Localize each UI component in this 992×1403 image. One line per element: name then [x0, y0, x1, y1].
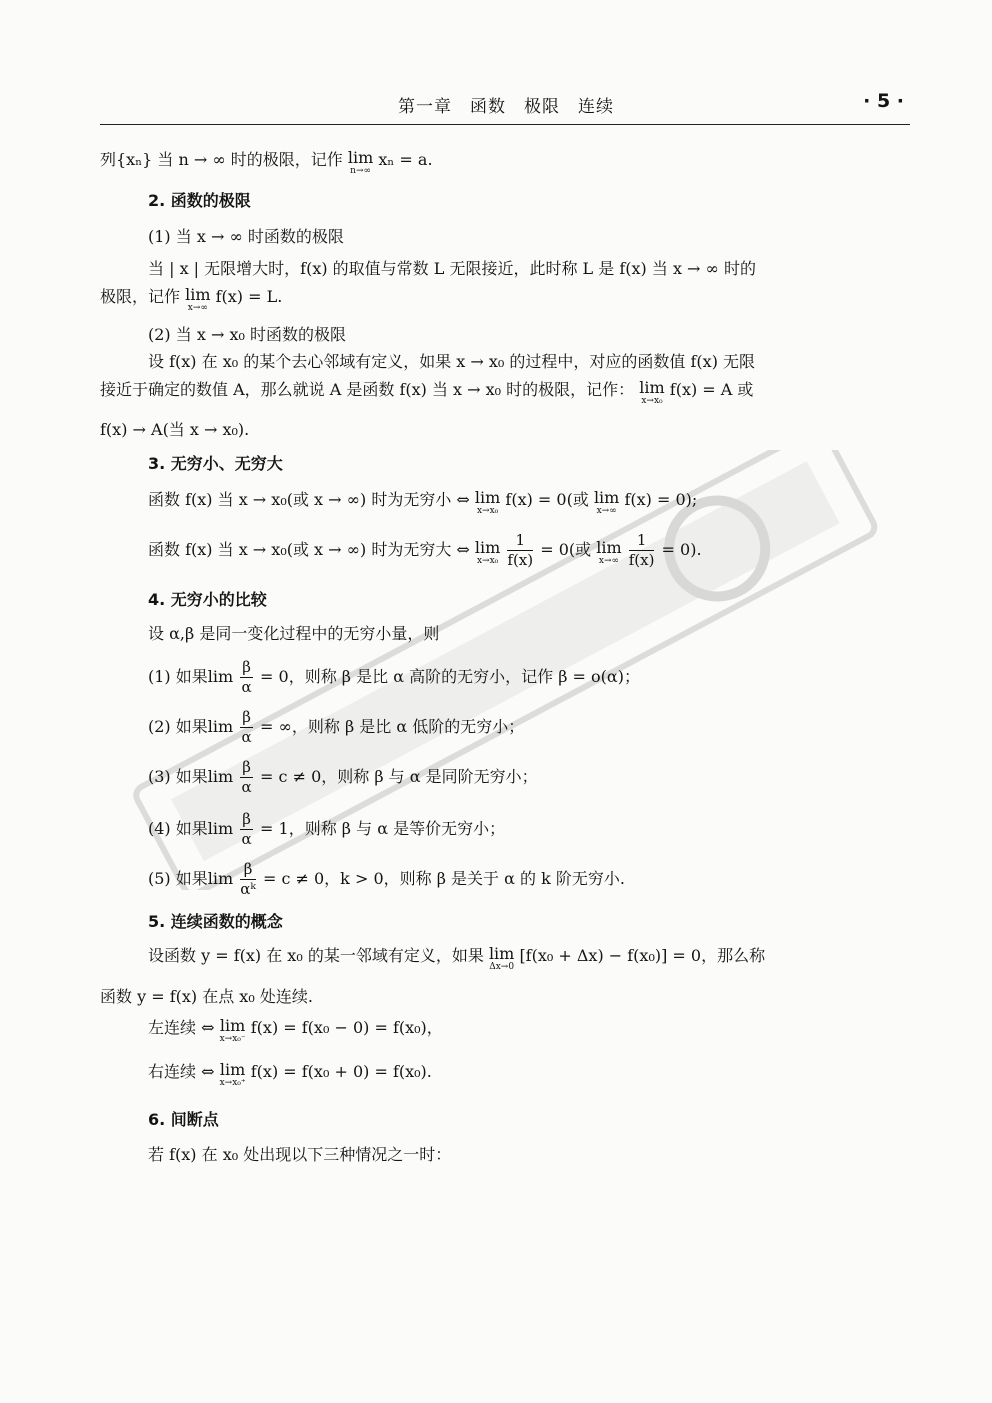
paragraph-line: 设 f(x) 在 x₀ 的某个去心邻域有定义，如果 x → x₀ 的过程中，对应的函数值 f(x) 无限: [148, 352, 756, 371]
lim-operator: lim x→x₀: [639, 378, 665, 406]
paragraph-line: 函数 y = f(x) 在点 x₀ 处连续.: [100, 987, 313, 1006]
section-heading-3: 3. 无穷小、无穷大: [148, 454, 283, 473]
lim-operator: lim x→∞: [185, 285, 211, 313]
paragraph-line: 设函数 y = f(x) 在 x₀ 的某一邻域有定义，如果 lim Δx→0 [f(x₀ + Δx) − f(x₀)] = 0，那么称: [148, 944, 766, 972]
infinity-line: 函数 f(x) 当 x → x₀(或 x → ∞) 时为无穷大 ⇔ lim x→x₀ $\frac{1}{f(x)}$ = 0(或 lim x→∞ $\frac{1}{f(x)}$ = 0).: [148, 531, 702, 569]
section-heading-5: 5. 连续函数的概念: [148, 912, 283, 931]
paragraph-line: f(x) → A(当 x → x₀).: [100, 420, 250, 439]
chapter-title: 第一章 函数 极限 连续: [398, 97, 614, 117]
infinitesimal-line: 函数 f(x) 当 x → x₀(或 x → ∞) 时为无穷小 ⇔ lim x→x₀ f(x) = 0(或 lim x→∞ f(x) = 0);: [148, 488, 698, 516]
section-heading-4: 4. 无穷小的比较: [148, 590, 267, 609]
paragraph-line: 接近于确定的数值 A，那么就说 A 是函数 f(x) 当 x → x₀ 时的极限，记作： lim x→x₀ f(x) = A 或: [100, 378, 754, 406]
left-continuous-line: 左连续 ⇔ lim x→x₀⁻ f(x) = f(x₀ − 0) = f(x₀)，: [148, 1016, 443, 1044]
comparison-item: (3) 如果lim $\frac{\beta}{\alpha}$ = c ≠ 0，则称 β 与 α 是同阶无穷小；: [148, 758, 538, 796]
comparison-item: (5) 如果lim $\frac{\beta}{\text{αᵏ}}$ = c ≠ 0，k > 0，则称 β 是关于 α 的 k 阶无穷小.: [148, 860, 625, 898]
subheading-2: (2) 当 x → x₀ 时函数的极限: [148, 325, 346, 344]
paragraph-line: 当 | x | 无限增大时，f(x) 的取值与常数 L 无限接近，此时称 L 是 f(x) 当 x → ∞ 时的: [148, 259, 756, 278]
comparison-item: (2) 如果lim $\frac{\beta}{\alpha}$ = ∞，则称 β 是比 α 低阶的无穷小；: [148, 708, 525, 746]
lim-operator: lim n→∞: [347, 148, 374, 176]
paragraph-line: 若 f(x) 在 x₀ 处出现以下三种情况之一时：: [148, 1145, 452, 1164]
fraction: $\frac{1}{f(x)}$: [507, 531, 534, 569]
comparison-item: (4) 如果lim $\frac{\beta}{\alpha}$ = 1，则称 β 与 α 是等价无穷小；: [148, 810, 506, 848]
right-continuous-line: 右连续 ⇔ lim x→x₀⁺ f(x) = f(x₀ + 0) = f(x₀).: [148, 1060, 432, 1088]
sequence-limit-line: 列{xₙ} 当 n → ∞ 时的极限，记作 lim n→∞ xₙ = a.: [100, 148, 433, 176]
section-heading-6: 6. 间断点: [148, 1110, 219, 1129]
paragraph-line: 极限，记作 lim x→∞ f(x) = L.: [100, 285, 283, 313]
section-heading-2: 2. 函数的极限: [148, 191, 251, 210]
page-header: [100, 90, 910, 125]
fraction: $\frac{1}{f(x)}$: [628, 531, 655, 569]
page-number: · 5 ·: [863, 90, 904, 112]
comparison-item: (1) 如果lim $\frac{\beta}{\alpha}$ = 0，则称 β 是比 α 高阶的无穷小，记作 β = o(α)；: [148, 658, 640, 696]
subheading-1: (1) 当 x → ∞ 时函数的极限: [148, 227, 344, 246]
paragraph-line: 设 α,β 是同一变化过程中的无穷小量，则: [148, 624, 440, 643]
